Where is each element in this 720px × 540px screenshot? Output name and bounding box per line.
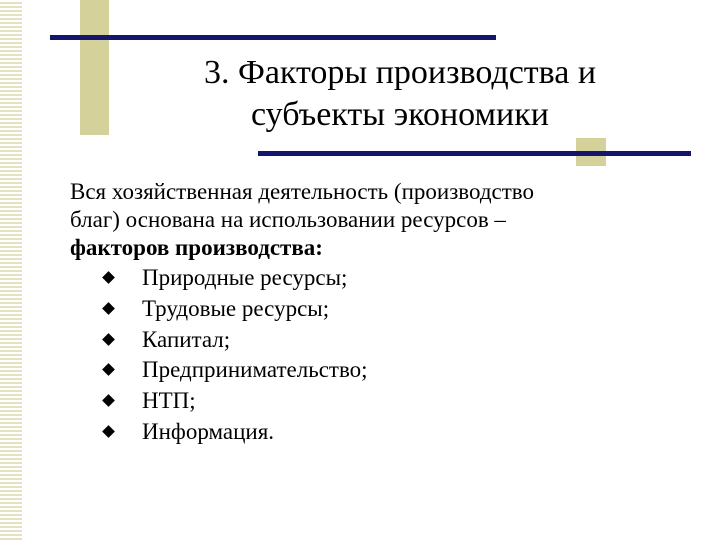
- olive-block-top-decoration: [80, 0, 109, 135]
- list-item: [70, 386, 710, 417]
- title-rule-top: [50, 35, 496, 40]
- list-item: [70, 263, 710, 294]
- diamond-bullet-icon: [102, 425, 115, 438]
- diamond-bullet-icon: [102, 302, 115, 315]
- slide-title-line-1: 3. Факторы производства и: [203, 54, 597, 91]
- diamond-bullet-icon: [102, 333, 115, 346]
- list-item-label: Предпринимательство;: [142, 357, 368, 383]
- list-item-label: НТП;: [142, 388, 196, 414]
- diamond-bullet-icon: [102, 394, 115, 407]
- list-item: [70, 294, 710, 325]
- list-item: [70, 325, 710, 356]
- intro-paragraph: [70, 178, 710, 262]
- factors-list: [70, 263, 710, 448]
- diamond-bullet-icon: [102, 271, 115, 284]
- list-item: [70, 355, 710, 386]
- list-item-label: Природные ресурсы;: [142, 265, 348, 290]
- title-rule-bottom: [258, 151, 691, 156]
- slide-title-line-2: субъекты экономики: [251, 96, 549, 133]
- slide-body: [70, 178, 710, 448]
- intro-line-1: Вся хозяйственная деятельность (производство: [70, 179, 534, 204]
- intro-bold-line: факторов производства:: [70, 235, 323, 260]
- list-item-label: Трудовые ресурсы;: [142, 295, 330, 321]
- diamond-bullet-icon: [102, 364, 115, 377]
- intro-line-2: благ) основана на использовании ресурсов –: [70, 207, 506, 232]
- list-item-label: Информация.: [142, 418, 275, 444]
- striped-margin-decoration: [0, 0, 22, 540]
- list-item-label: Капитал;: [142, 326, 231, 352]
- slide-title: [110, 52, 690, 136]
- list-item: [70, 417, 710, 448]
